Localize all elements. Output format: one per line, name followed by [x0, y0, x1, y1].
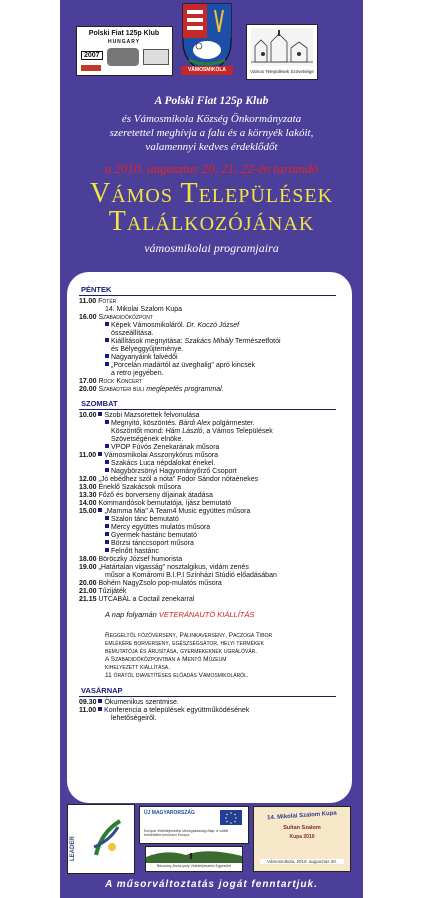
bullet-icon — [105, 532, 109, 536]
bullet-icon — [105, 548, 109, 552]
eu-funding-logo — [139, 806, 249, 844]
bullet-icon — [105, 540, 109, 544]
entry-name: Bárdi Alex — [178, 420, 211, 427]
schedule-entry — [105, 322, 239, 330]
info-note: kihelyezett kiállítása. — [105, 664, 170, 671]
schedule-entry — [79, 386, 224, 394]
schedule-entry: Szövetségének elnöke. — [111, 436, 184, 443]
entry-text: Képek Vámosmikoláról. — [111, 322, 187, 329]
entry-time: 18.00 — [79, 556, 97, 563]
bullet-icon — [105, 322, 109, 326]
entry-time: 21.00 — [79, 588, 97, 595]
entry-text: meglepetés programmal. — [144, 386, 224, 393]
entry-text: Szalon tánc bemutató — [111, 516, 179, 523]
bullet-icon — [105, 524, 109, 528]
association-name: Börzsöny-Duna-Ipoly Vidékfejlesztési Egyesület — [156, 864, 232, 868]
schedule-entry: lehetőségeiről. — [111, 715, 157, 722]
entry-time: 12.00 — [79, 476, 97, 483]
saturday-heading: SZOMBAT — [81, 399, 118, 408]
eu-flag-icon — [220, 810, 242, 825]
entry-time: 09.30 — [79, 699, 97, 706]
event-date: a 2010. augusztus 20, 21, 22-én tartandó — [104, 161, 319, 176]
schedule-entry — [79, 564, 249, 572]
entry-text: Tűzijáték — [98, 588, 127, 595]
bullet-icon — [105, 354, 109, 358]
entry-text: Éneklő Szakácsok műsora — [98, 484, 181, 491]
friday-rule — [79, 295, 336, 296]
bullet-icon — [98, 707, 102, 711]
intro-line-2: és Vámosmikola Község Önkormányzata — [121, 113, 302, 125]
entry-text: Börzsi tánccsoport műsora — [111, 540, 194, 547]
info-note: A Szabadidőközpontban a Mentő Múzeum — [105, 656, 227, 663]
entry-text: UTCABÁL a Coctail zenekarral — [98, 596, 195, 603]
village-crest-icon — [179, 2, 235, 76]
sunday-rule — [79, 696, 336, 697]
entry-time: 15.00 — [79, 508, 97, 515]
kupa-subtitle-2: Kupa 2010 — [289, 834, 315, 840]
entry-text: „Jó ebédhez szól a nóta" Fodor Sándor nótaénekes — [98, 476, 259, 483]
schedule-entry: 14. Mikolai Szalom Kupa — [105, 306, 183, 313]
schedule-entry — [105, 468, 237, 476]
schedule-entry — [79, 484, 181, 492]
bullet-icon — [98, 452, 102, 456]
bullet-icon — [105, 420, 109, 424]
entry-text: „Határtalan vigasság" nosztalgikus, vidám zenés — [98, 564, 249, 571]
landscape-icon — [146, 847, 242, 863]
association-caption: Vámos Települések Szövetsége — [250, 69, 314, 74]
schedule-entry — [79, 452, 218, 460]
entry-time: 11.00 — [79, 298, 97, 305]
schedule-entry — [79, 412, 199, 420]
intro-line-4: valamennyi kedves érdeklődőt — [145, 141, 278, 153]
leader-emblem-icon — [92, 817, 122, 859]
schedule-entry — [79, 508, 250, 516]
entry-time: 16.00 — [79, 314, 97, 321]
schedule-entry — [105, 540, 194, 548]
entry-name: Szakács Mihály — [184, 338, 234, 345]
flag-icon — [81, 65, 101, 71]
schedule-entry — [79, 580, 222, 588]
entry-text: „Mamma Mia" A Team4 Music együttes műsora — [104, 508, 251, 515]
bullet-icon — [98, 699, 102, 703]
fiat-logo-year: 2007 — [81, 51, 103, 60]
entry-text: Böröczky József humorista — [98, 556, 183, 563]
entry-text: Megnyitó, köszöntés. — [111, 420, 179, 427]
schedule-entry — [79, 707, 249, 715]
event-subtitle: vámosmikolai programjaira — [144, 241, 279, 255]
info-note: Reggeltől főzőverseny, Pálinkaverseny, Paczoga Tibor — [105, 632, 273, 639]
event-title-line-2: Találkozójának — [108, 206, 315, 237]
fiat-club-logo — [76, 26, 173, 76]
info-note: 11 órától diavetítéses előadás Vámosmikoláról. — [105, 672, 249, 679]
entry-time: 20.00 — [79, 386, 97, 393]
entry-time: 13.30 — [79, 492, 97, 499]
intro-line-3: szeretettel meghívja a falu és a környék lakóit, — [109, 127, 314, 139]
car-image-icon — [107, 48, 139, 66]
entry-time: 13.00 — [79, 484, 97, 491]
entry-name: Dr. Koczó József — [186, 322, 240, 329]
entry-text: Gyermek hastánc bemutató — [111, 532, 197, 539]
entry-time: 11.00 — [79, 707, 97, 714]
entry-time: 20.00 — [79, 580, 97, 587]
schedule-entry — [79, 596, 194, 604]
entry-text: Felnőtt hastánc — [111, 548, 159, 555]
entry-text: Bohém NagyZsolo pop-mulatós műsora — [98, 580, 222, 587]
bullet-icon — [105, 516, 109, 520]
bullet-icon — [105, 338, 109, 342]
schedule-entry — [79, 314, 153, 322]
bullet-icon — [105, 362, 109, 366]
entry-text: Természetfotói — [233, 338, 281, 345]
schedule-entry — [79, 699, 179, 707]
entry-text: , a Vámos Települések — [202, 428, 273, 435]
all-day-note — [105, 611, 254, 619]
schedule-entry — [105, 444, 219, 452]
entry-text: Kiállítások megnyitása: — [111, 338, 185, 345]
program-panel — [67, 272, 352, 803]
fiat-logo-subtitle: HUNGARY — [107, 39, 141, 45]
bullet-icon — [98, 508, 102, 512]
leader-logo — [67, 804, 135, 874]
entry-text: Szabadidőközpont — [98, 314, 153, 321]
entry-time: 10.00 — [79, 412, 97, 419]
veteran-car-exhibition: VETERÁNAUTÓ KIÁLLÍTÁS — [158, 610, 255, 619]
entry-time: 19.00 — [79, 564, 97, 571]
entry-text: Nagybörzsönyi Hagyományőrző Csoport — [111, 468, 237, 475]
entry-text: Kommandósok bemutatója, íjász bemutató — [98, 500, 232, 507]
entry-text: Köszöntőt mond: — [111, 428, 166, 435]
entry-text: Vámosmikolai Asszonykórus műsora — [104, 452, 219, 459]
entry-text: Szobi Mazsorettek felvonulása — [104, 412, 200, 419]
crest-caption: VÁMOSMIKOLA — [181, 66, 233, 75]
entry-text: Mercy együttes mulatós műsora — [111, 524, 211, 531]
entry-text: Szabadtéri buli — [98, 386, 145, 393]
sunday-heading: VASÁRNAP — [81, 686, 123, 695]
event-title-line-1: Vámos Települések — [89, 178, 334, 209]
entry-text: VPOP Fúvós Zenekarának műsora — [111, 444, 220, 451]
schedule-entry — [79, 476, 258, 484]
entry-text: Szakács Luca népdalokat énekel. — [111, 460, 216, 467]
saturday-rule — [79, 409, 336, 410]
rural-development-logo — [145, 846, 243, 872]
friday-heading: PÉNTEK — [81, 285, 112, 294]
schedule-entry — [79, 588, 126, 596]
bullet-icon — [105, 468, 109, 472]
entry-time: 17.00 — [79, 378, 97, 385]
schedule-entry — [79, 500, 231, 508]
entry-text: Nagyanyáink falvédői — [111, 354, 178, 361]
kupa-subtitle: Sultan Szalom — [283, 825, 321, 831]
entry-time: 21.15 — [79, 596, 97, 603]
schedule-entry — [79, 298, 116, 306]
schedule-entry — [79, 378, 142, 386]
entry-text: Ökumenikus szentmise. — [104, 699, 179, 706]
kupa-date: Vámosmikola, 2010. augusztus 20. — [260, 859, 344, 864]
schedule-entry — [105, 524, 210, 532]
schedule-entry — [79, 556, 182, 564]
town-drawing-icon — [251, 28, 313, 66]
schedule-entry — [105, 516, 179, 524]
entry-text: „Porcelán madártól az üveghalig" apró kincsek — [111, 362, 256, 369]
info-note: bemutatója és árusítása, gyermekeknek ugrálóvár. — [105, 648, 258, 655]
entry-text: polgármester. — [210, 420, 255, 427]
schedule-entry — [105, 338, 281, 346]
entry-text: A nap folyamán — [105, 610, 159, 619]
bullet-icon — [98, 412, 102, 416]
intro-line-1: A Polski Fiat 125p Klub — [154, 95, 269, 107]
leader-text: LEADER — [70, 836, 76, 861]
schedule-entry — [105, 354, 178, 362]
entry-text: Főző és borverseny díjainak átadása — [98, 492, 213, 499]
entry-name: Hám László — [165, 428, 203, 435]
schedule-entry — [111, 428, 273, 436]
new-hungary-label: ÚJ MAGYARORSZÁG — [144, 810, 195, 816]
schedule-entry: összeállítása. — [111, 330, 154, 337]
schedule-entry — [79, 492, 213, 500]
entry-text: Konferencia a települések együttműködésének — [104, 707, 250, 714]
schedule-entry: a retro jegyében. — [111, 370, 164, 377]
bullet-icon — [105, 444, 109, 448]
settlements-association-logo — [246, 24, 318, 80]
schedule-entry — [105, 532, 197, 540]
szalom-kupa-poster — [253, 806, 351, 872]
footer-disclaimer: A műsorváltoztatás jogát fenntartjuk. — [105, 879, 318, 890]
kupa-title: 14. Mikolai Szalom Kupa — [267, 810, 337, 822]
entry-time: 11.00 — [79, 452, 97, 459]
info-note: emlékére borverseny, egészségsátor, helyi termékek — [105, 640, 264, 647]
schedule-entry: műsor a Komáromi B.I.P.I Színházi Stúdió előadásában — [105, 572, 277, 579]
entry-time: 14.00 — [79, 500, 97, 507]
fiat-logo-title: Polski Fiat 125p Klub — [88, 30, 160, 37]
schedule-entry: és Bélyeggyűjteménye. — [111, 346, 184, 353]
entry-text: Rock Koncert — [98, 378, 143, 385]
bullet-icon — [105, 460, 109, 464]
club-badge-icon — [143, 49, 169, 65]
eu-fund-text: Európai Vidékfejlesztési Mezőgazdasági Alap: a vidéki területekbe beruházó Európa — [144, 829, 229, 837]
schedule-entry — [105, 548, 159, 556]
schedule-entry — [105, 420, 255, 428]
schedule-entry — [105, 362, 255, 370]
schedule-entry — [105, 460, 215, 468]
entry-text: Fötér — [98, 298, 117, 305]
